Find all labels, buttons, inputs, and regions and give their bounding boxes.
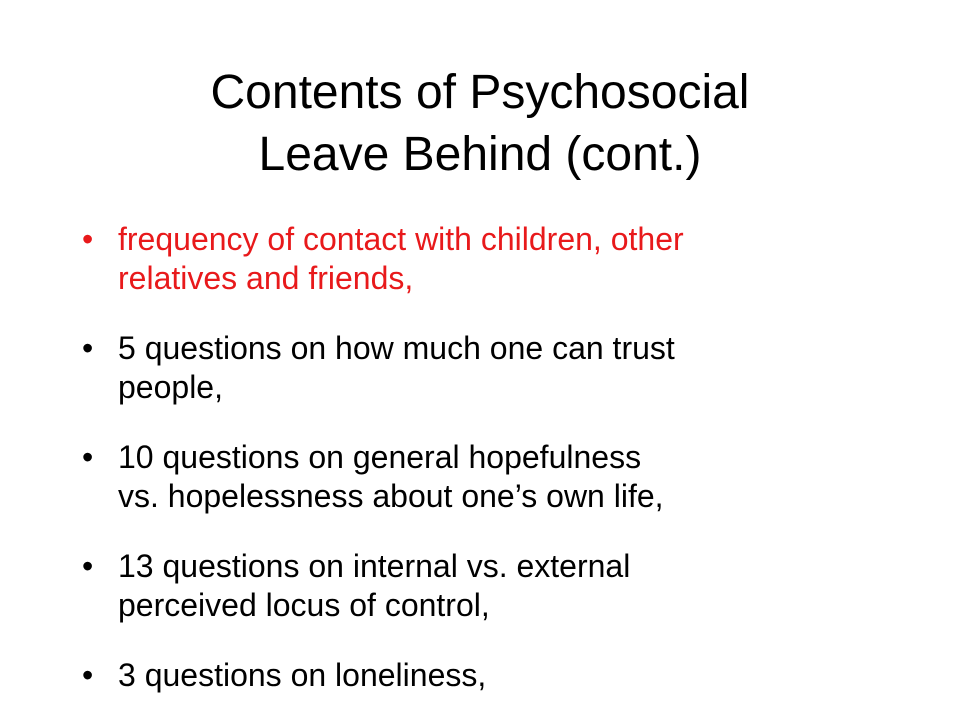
slide-title-line-1: Contents of Psychosocial	[210, 66, 750, 119]
bullet-line: relatives and friends,	[118, 260, 414, 296]
bullet-item-loneliness	[0, 656, 960, 695]
bullet-text	[118, 220, 920, 298]
bullet-item-hopefulness	[0, 438, 960, 516]
bullet-icon: •	[82, 439, 94, 475]
bullet-icon: •	[82, 657, 94, 693]
bullet-icon: •	[82, 548, 94, 584]
bullet-item-contact-frequency	[0, 220, 960, 298]
bullet-line: 13 questions on internal vs. external	[118, 548, 631, 584]
bullet-icon: •	[82, 330, 94, 366]
bullet-icon: •	[82, 221, 94, 257]
bullet-line: vs. hopelessness about one’s own life,	[118, 478, 664, 514]
bullet-item-locus-of-control	[0, 547, 960, 625]
bullet-item-trust	[0, 329, 960, 407]
bullet-line: frequency of contact with children, other	[118, 221, 684, 257]
bullet-list	[0, 220, 960, 726]
slide-title	[40, 62, 920, 186]
bullet-line: people,	[118, 369, 223, 405]
bullet-line: perceived locus of control,	[118, 587, 490, 623]
bullet-line: 3 questions on loneliness,	[118, 657, 487, 693]
bullet-line: 5 questions on how much one can trust	[118, 330, 675, 366]
bullet-text	[118, 329, 920, 407]
bullet-text	[118, 656, 920, 695]
bullet-text	[118, 438, 920, 516]
slide-title-line-2: Leave Behind (cont.)	[258, 128, 702, 181]
bullet-text	[118, 547, 920, 625]
bullet-line: 10 questions on general hopefulness	[118, 439, 642, 475]
